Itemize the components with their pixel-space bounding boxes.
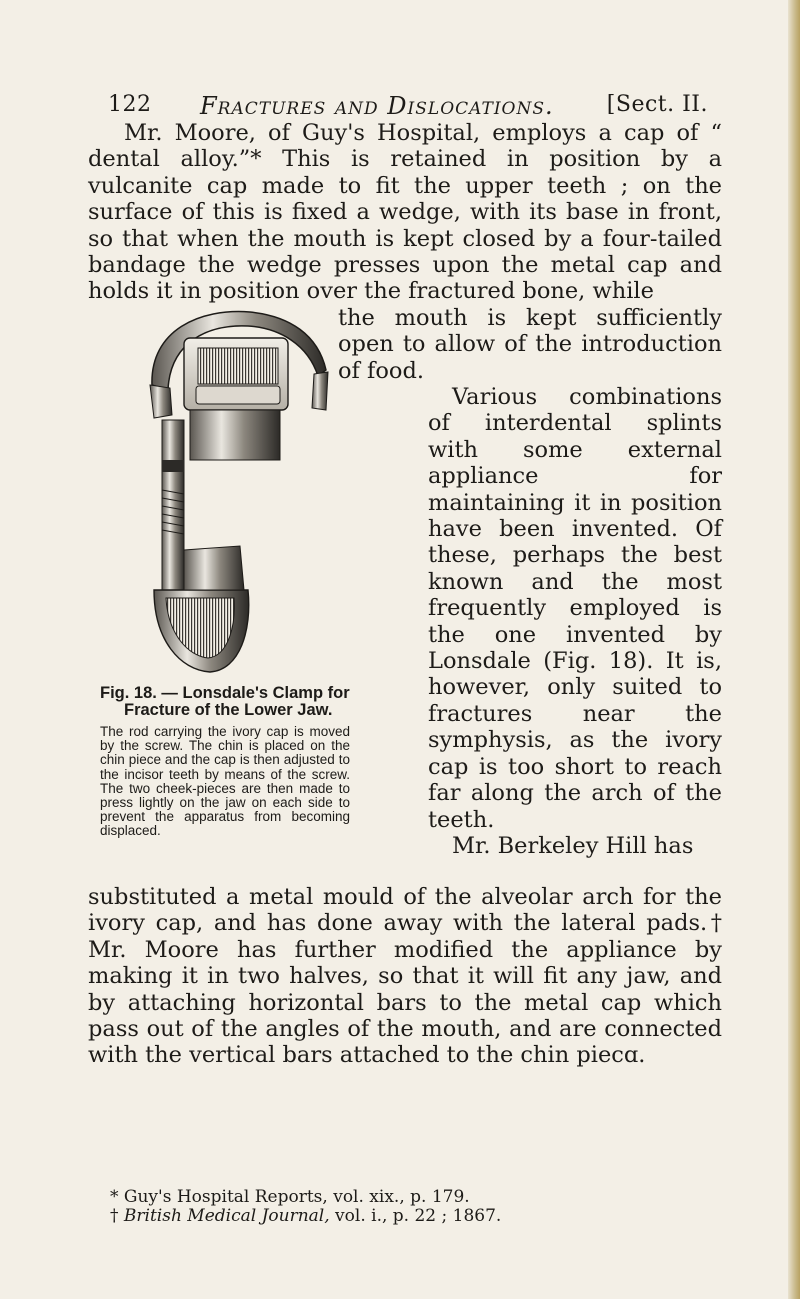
figure-title-line2: Fracture of the Lower Jaw. (124, 701, 333, 719)
lonsdale-clamp-illustration (140, 290, 330, 680)
page-number: 122 (108, 92, 152, 117)
clamp-engraving (140, 290, 330, 680)
paragraph-2-continued: Mr. Berkeley Hill has (452, 832, 694, 859)
footnote-british-medical-journal (110, 1207, 730, 1226)
running-title: Fractures and Dislocations. (200, 92, 554, 120)
paragraph-berkeley-hill: substituted a metal mould of the alveolar arch for the ivory cap, and has done away with the lateral pads.† Mr. Moore has further modified the appliance by making it in two halves, so that it will fit any jaw, and by attaching horizontal bars to the metal cap which pass out of the angles of the mouth, and are connected with the vertical bars attached to the chin piecɑ. (88, 884, 722, 1069)
figure-title-line1: Fig. 18. — Lonsdale's Clamp for (100, 684, 350, 702)
footnote-journal-title: British Medical Journal, (123, 1205, 330, 1226)
paragraph-1-text: Mr. Moore, of Guy's Hospital, employs a cap of “ dental alloy.”* This is retained in position by a vulcanite cap made to fit the upper teeth ; on the surface of this is fixed a wedge, with its base in front, so that when the mouth is kept closed by a four-tailed bandage the wedge presses upon the metal cap and holds it in position over the fractured bone, while (88, 120, 722, 305)
paragraph-interdental-splints (428, 384, 722, 859)
footnotes (110, 1188, 730, 1225)
running-header (108, 92, 708, 122)
figure-caption-body: The rod carrying the ivory cap is moved by the screw. The chin is placed on the chin piece and the cap is then adjusted to the incisor teeth by means of the screw. The two cheek-pieces are then made to press lightly on the jaw on each side to prevent the apparatus from becoming displaced. (100, 724, 350, 839)
footnote-journal-ref: vol. i., p. 22 ; 1867. (329, 1205, 502, 1226)
paragraph-2-text: Various combinations of interdental splints with some external appliance for maintaining it in position have been invented. Of these, perhaps the best known and the most frequently employed is the one invented by Lonsdale (Fig. 18). It is, however, only suited to fractures near the symphysis, as the ivory cap is too short to reach far along the arch of the teeth. (428, 384, 722, 833)
footnote-mark: † (110, 1205, 124, 1226)
page-edge (788, 0, 800, 1299)
paragraph-1-continued: the mouth is kept sufficiently open to allow of the introduction of food. (338, 304, 722, 384)
section-label: [Sect. II. (606, 92, 708, 117)
footnote-guys-hospital: * Guy's Hospital Reports, vol. xix., p. 179. (110, 1187, 470, 1207)
figure-caption (100, 685, 350, 839)
figure-title (100, 685, 350, 719)
